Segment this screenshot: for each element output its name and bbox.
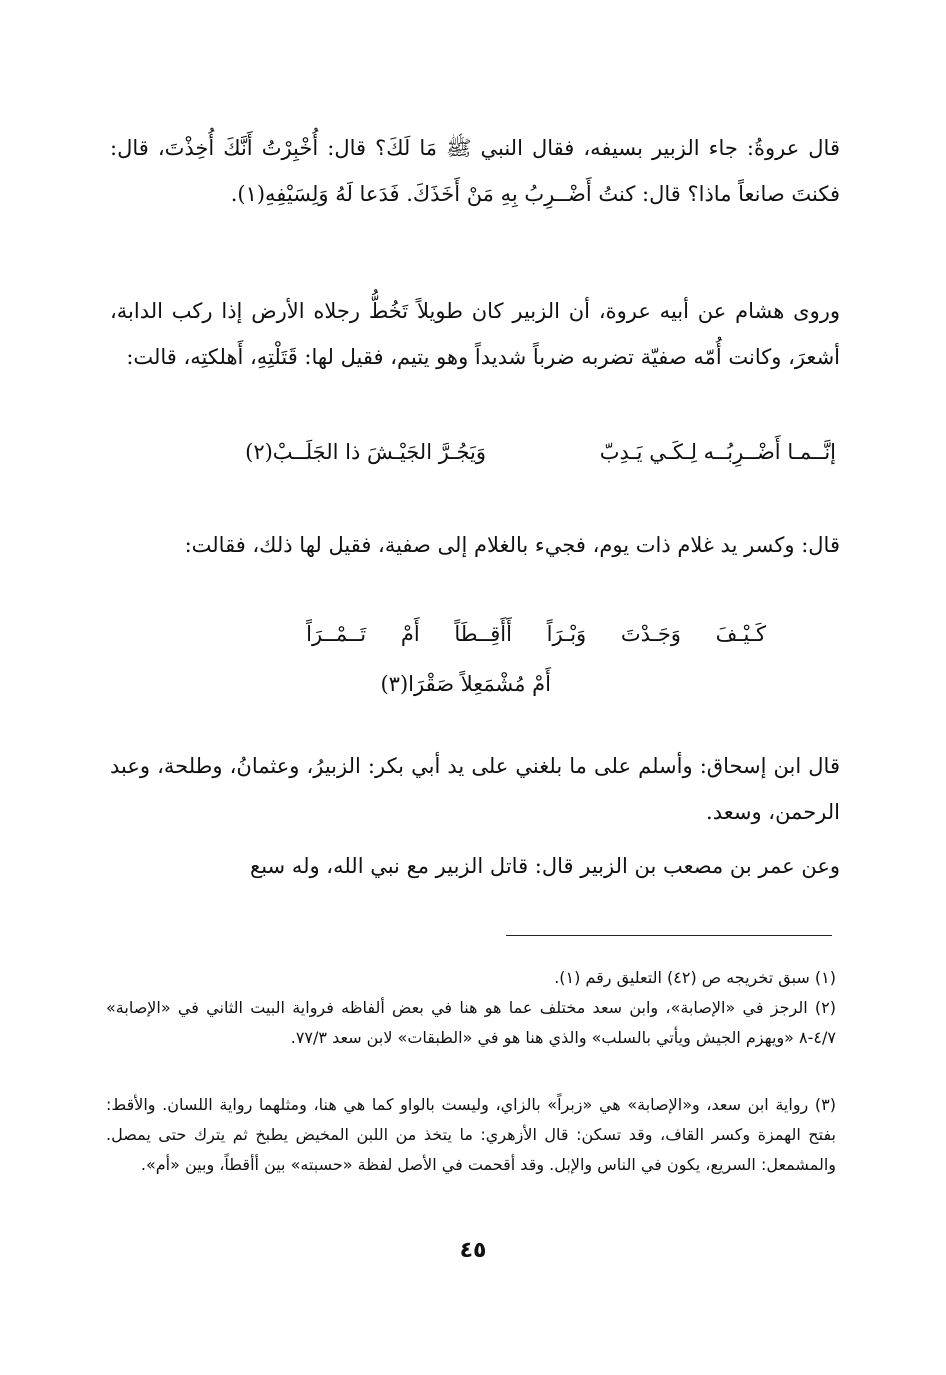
verse1-second-hemistich: وَيَجُـرَّ الجَيْـشَ ذا الجَلَــبْ(٢) xyxy=(245,440,486,464)
verse2-line-2: أَمْ مُشْمَعِلاً صَقْرَا(٣) xyxy=(380,672,551,696)
paragraph-broken-hand: قال: وكسر يد غلام ذات يوم، فجيء بالغلام إلى صفية، فقيل لها ذلك، فقالت: xyxy=(184,533,840,557)
paragraph-urwa-narration: قال عروةُ: جاء الزبير بسيفه، فقال النبي ﷺ مَا لَكَ؟ قال: أُخْبِرْتُ أَنَّكَ أُخِذْتَ، قال: فكنتَ صانعاً ماذا؟ قال: كنتُ أَضْــرِبُ بِهِ مَنْ أَخَذَكَ. فَدَعا لَهُ وَلِسَيْفِهِ(١). xyxy=(110,136,840,206)
paragraph-hisham-narration: وروى هشام عن أبيه عروة، أن الزبير كان طويلاً تَخُطُّ رجلاه الأرض إذا ركب الدابة، أشعرَ، وكانت أُمّه صفيّة تضربه ضرباً شديداً وهو يتيم، فقيل لها: قَتَلْتِهِ، أَهلكتِه، قالت: xyxy=(110,299,840,369)
paragraph-umar-ibn-musab: وعن عمر بن مصعب بن الزبير قال: قاتل الزبير مع نبي الله، وله سبع xyxy=(250,854,840,878)
footnote-2: (٢) الرجز في «الإصابة»، وابن سعد مختلف عما هو هنا في بعض ألفاظه فرواية البيت الثاني في «الإصابة» ٤/٧-٨ «ويهزم الجيش ويأتي بالسلب» والذي هنا هو في «الطبقات» لابن سعد ٧٧/٣. xyxy=(106,998,836,1047)
verse2-line-1: كَـيْـفَ وَجَـدْتَ وَبْـرَاً أَأَقِــطَاً أَمْ تَــمْــرَاً xyxy=(306,622,766,646)
page-number: ٤٥ xyxy=(459,1238,487,1263)
paragraph-ibn-ishaq: قال ابن إسحاق: وأسلم على ما بلغني على يد أبي بكر: الزبيرُ، وعثمانُ، وطلحة، وعبد الرحمن، وسعد. xyxy=(110,754,840,824)
verse1-first-hemistich: إنَّــمـا أَضْــرِبُــه لِـكَـي يَـدِبّ xyxy=(599,440,836,464)
footnote-1: (١) سبق تخريجه ص (٤٢) التعليق رقم (١). xyxy=(554,968,836,987)
footnote-3: (٣) رواية ابن سعد، و«الإصابة» هي «زبراً» بالزاي، وليست بالواو كما هي هنا، ومثلهما رواية اللسان. والأقط: بفتح الهمزة وكسر القاف، وقد تسكن: قال الأزهري: ما يتخذ من اللبن المخيض يطبخ ثم يترك حتى يمصل. والمشمعل: السريع، يكون في الناس والإبل. وقد أقحمت في الأصل لفظة «حسبته» بين أأقطاً، وبين «أم». xyxy=(106,1095,836,1174)
footnote-separator xyxy=(506,935,832,936)
